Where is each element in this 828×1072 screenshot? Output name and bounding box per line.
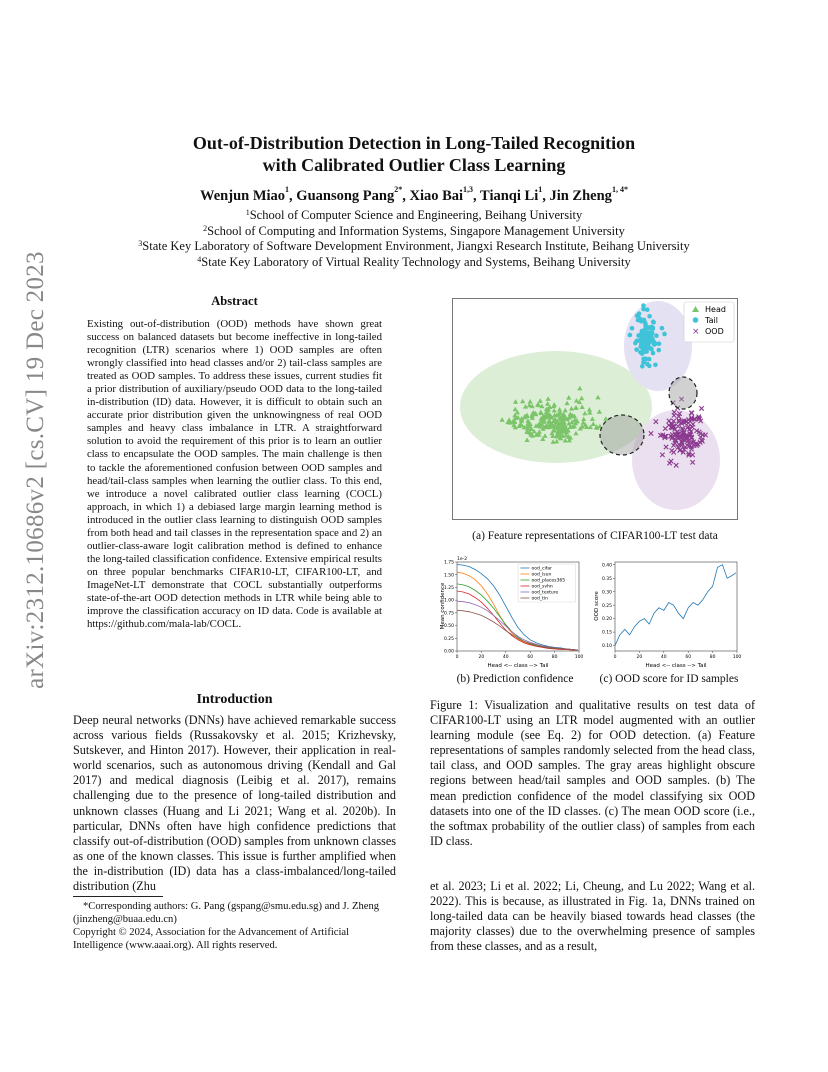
paper-title: [0, 132, 828, 176]
y-tick-label: 0.25: [601, 603, 612, 609]
scale-note-b: 1e-2: [457, 557, 468, 562]
tail-point: [651, 320, 656, 325]
obscure-region-2: [669, 377, 697, 409]
legend-tail-label: Tail: [705, 316, 718, 325]
abstract-heading: Abstract: [211, 294, 258, 308]
x-tick-label: 80: [551, 655, 558, 660]
affiliation: $^1$School of Computer Science and Engineering, Beihang University: [245, 208, 583, 222]
x-tick-label: 40: [502, 655, 509, 660]
tail-point: [645, 333, 650, 338]
figure-1c-caption: (c) OOD score for ID samples: [599, 673, 739, 685]
legend-ood-marker: ×: [692, 327, 700, 337]
figure-1-caption: Figure 1: Visualization and qualitative results on test data of CIFAR100-LT using an LTR model augmented with an outlier learning module (see Eq. 2) for OOD detection. (a) Feature representations of samples randomly selected from the head class, tail class, and OOD samples. The gray areas highlight obscure regions between head/tail samples and OOD samples. (b) The mean prediction confidence of the model classifying six OOD datasets into one of the ID classes. (c) The mean OOD score (i.e., the softmax probability of the outlier class) of samples from each ID class.: [430, 698, 755, 848]
legend-label: ood_tin: [531, 596, 548, 602]
footnote-rule: [73, 896, 163, 897]
legend-tail-marker: [693, 317, 699, 323]
tail-point: [652, 342, 657, 347]
corresponding-authors-note: *Corresponding authors: G. Pang (gspang@smu.edu.sg) and J. Zheng (jinzheng@buaa.edu.cn): [73, 901, 380, 925]
figure-1a-caption: (a) Feature representations of CIFAR100-LT test data: [472, 530, 718, 542]
introduction-heading: Introduction: [196, 692, 273, 707]
c-ylabel: OOD score: [594, 591, 600, 621]
tail-point: [648, 346, 653, 351]
author: Xiao Bai$^{1,3}$: [409, 185, 474, 204]
affiliations: [0, 208, 828, 270]
introduction-text: Deep neural networks (DNNs) have achieved remarkable success across various fields (Russakovsky et al. 2015; Krizhevsky, Sutskever, and Hinton 2017). However, their application in real-world scenarios, such as autonomous driving (Kendall and Gal 2017) and medical diagnosis (Leibig et al. 2017), remains challenging due to the presence of long-tailed distribution and unknown classes (Huang and Li 2021; Wang et al. 2020b). In particular, DNNs often have high confidence predictions that classify out-of-distribution (OOD) samples from unknown classes as one of the known classes. This issue is further amplified when the in-distribution (ID) data has a class-imbalanced/long-tailed distribution (Zhu: [73, 713, 396, 894]
tail-point: [662, 332, 667, 337]
legend-label: ood_cifar: [531, 566, 552, 572]
tail-point: [636, 318, 641, 323]
y-tick-label: 0.25: [443, 636, 454, 642]
abstract-text: Existing out-of-distribution (OOD) methods have shown great success on balanced datasets but become ineffective in long-tailed recognition (LTR) scenarios where 1) OOD samples are often wrongly classified into head classes and/or 2) tail-class samples are treated as OOD samples. To address these issues, current studies fit a prior distribution of auxiliary/pseudo OOD data to the long-tailed in-distribution (ID) data. However, it is difficult to obtain such an accurate prior distribution given the unknowingness of real OOD samples and heavy class imbalance in LTR. A straightforward solution to avoid the requirement of this prior is to learn an outlier class to encapsulate the OOD samples. The main challenge is then to tackle the aforementioned confusion between OOD samples and head/tail-class samples when learning the outlier class. To this end, we introduce a novel calibrated outlier class learning (COCL) approach, in which 1) a debiased large margin learning method is introduced in the outlier class learning to distinguish OOD samples from both head and tail classes in the representation space and 2) an outlier-class-aware logit calibration method is defined to enhance the long-tailed classification confidence. Extensive empirical results on three popular benchmarks CIFAR10-LT, CIFAR100-LT, and ImageNet-LT demonstrate that COCL substantially outperforms state-of-the-art OOD detection methods in LTR while being able to improve the classification accuracy on ID data. Code is available at https://github.com/mala-lab/COCL.: [87, 318, 382, 631]
legend-head-label: Head: [705, 305, 726, 314]
b-ylabel: Mean confidence: [440, 582, 446, 630]
author-list: Wenjun Miao$^1$, Guansong Pang$^{2*}$, Xiao Bai$^{1,3}$, Tianqi Li$^1$, Jin Zheng$^{1, 4*}$: [200, 185, 628, 204]
y-tick-label: 0.20: [601, 617, 612, 623]
x-tick-label: 60: [685, 655, 692, 660]
legend-label: ood_texture: [531, 590, 559, 596]
figure-1b-line-chart: [440, 554, 584, 670]
tail-point: [647, 314, 652, 319]
affiliation: $^3$State Key Laboratory of Software Development Environment, Jiangxi Research Institute, Beihang University: [138, 239, 690, 253]
copyright-note: Copyright © 2024, Association for the Advancement of Artificial Intelligence (www.aaai.org). All rights reserved.: [73, 927, 350, 951]
legend-label: ood_lsun: [531, 572, 552, 578]
figure-1c-line-chart: [593, 554, 741, 670]
y-tick-label: 0.40: [601, 563, 612, 569]
footnote: [73, 900, 396, 952]
author: Tianqi Li$^1$: [480, 185, 543, 204]
legend-label: ood_svhn: [531, 584, 553, 590]
tail-point: [648, 340, 653, 345]
author: Wenjun Miao$^1$: [200, 185, 290, 204]
tail-point: [643, 341, 648, 346]
tail-point: [644, 357, 649, 362]
plot-area-c: [615, 562, 737, 651]
x-tick-label: 100: [574, 655, 584, 660]
x-tick-label: 20: [478, 655, 485, 660]
legend-ood-label: OOD: [705, 327, 724, 336]
body-text-right: et al. 2023; Li et al. 2022; Li, Cheung, and Lu 2022; Wang et al. 2022). This is because, as illustrated in Fig. 1a, DNNs trained on long-tailed data can be heavily biased towards head classes (the majority classes) due to the overwhelming presence of samples from these classes, and as a result,: [430, 879, 755, 954]
x-tick-label: 100: [732, 655, 741, 660]
y-tick-label: 1.75: [443, 560, 454, 566]
x-tick-label: 40: [660, 655, 667, 660]
tail-point: [641, 307, 646, 312]
x-tick-label: 20: [636, 655, 643, 660]
author: Guansong Pang$^{2*}$: [296, 185, 403, 204]
tail-point: [653, 362, 658, 367]
tail-point: [654, 333, 659, 338]
author: Jin Zheng$^{1, 4*}$: [549, 185, 628, 204]
tail-point: [640, 351, 645, 356]
y-tick-label: 0.30: [601, 590, 612, 596]
tail-point: [639, 336, 644, 341]
y-tick-label: 1.25: [443, 586, 454, 592]
tail-point: [640, 364, 645, 369]
y-tick-label: 0.35: [601, 576, 612, 582]
tail-point: [651, 351, 656, 356]
tail-point: [635, 314, 640, 319]
y-tick-label: 0.75: [443, 611, 454, 617]
y-tick-label: 1.50: [443, 573, 454, 579]
y-tick-label: 0.00: [443, 649, 454, 655]
x-tick-label: 0: [455, 655, 459, 660]
title-line-1: Out-of-Distribution Detection in Long-Tailed Recognition: [192, 133, 636, 153]
y-tick-label: 0.15: [601, 630, 612, 636]
x-tick-label: 80: [709, 655, 716, 660]
affiliation: $^2$School of Computing and Information Systems, Singapore Management University: [203, 223, 625, 238]
y-tick-label: 1.00: [443, 598, 454, 604]
y-tick-label: 0.50: [443, 624, 454, 630]
c-yticks: [602, 562, 615, 649]
tail-point: [628, 333, 633, 338]
tail-point: [660, 326, 665, 331]
tail-point: [644, 349, 649, 354]
x-tick-label: 0: [613, 655, 617, 660]
scatter-legend: [684, 302, 734, 342]
figure-1a-scatter: [452, 298, 738, 520]
b-xlabel: Head <-- class --> Tail: [487, 663, 549, 669]
legend-label: ood_places365: [531, 578, 566, 584]
c-xlabel: Head <-- class --> Tail: [645, 663, 707, 669]
tail-point: [642, 329, 647, 334]
b-xticks: [456, 651, 584, 660]
tail-point: [656, 348, 661, 353]
tail-point: [634, 347, 639, 352]
title-line-2: with Calibrated Outlier Class Learning: [262, 155, 566, 175]
y-tick-label: 0.10: [601, 644, 612, 650]
arxiv-id-text: arXiv:2312.10686v2 [cs.CV] 19 Dec 2023: [22, 251, 49, 689]
figure-1b-caption: (b) Prediction confidence: [456, 673, 574, 685]
tail-point: [634, 339, 639, 344]
c-xticks: [614, 651, 741, 660]
tail-point: [630, 326, 635, 331]
obscure-region-1: [600, 415, 644, 455]
tail-point: [648, 325, 653, 330]
x-tick-label: 60: [527, 655, 534, 660]
tail-point: [645, 362, 650, 367]
tail-point: [642, 318, 647, 323]
affiliation: $^4$State Key Laboratory of Virtual Reality Technology and Systems, Beihang University: [197, 254, 631, 269]
